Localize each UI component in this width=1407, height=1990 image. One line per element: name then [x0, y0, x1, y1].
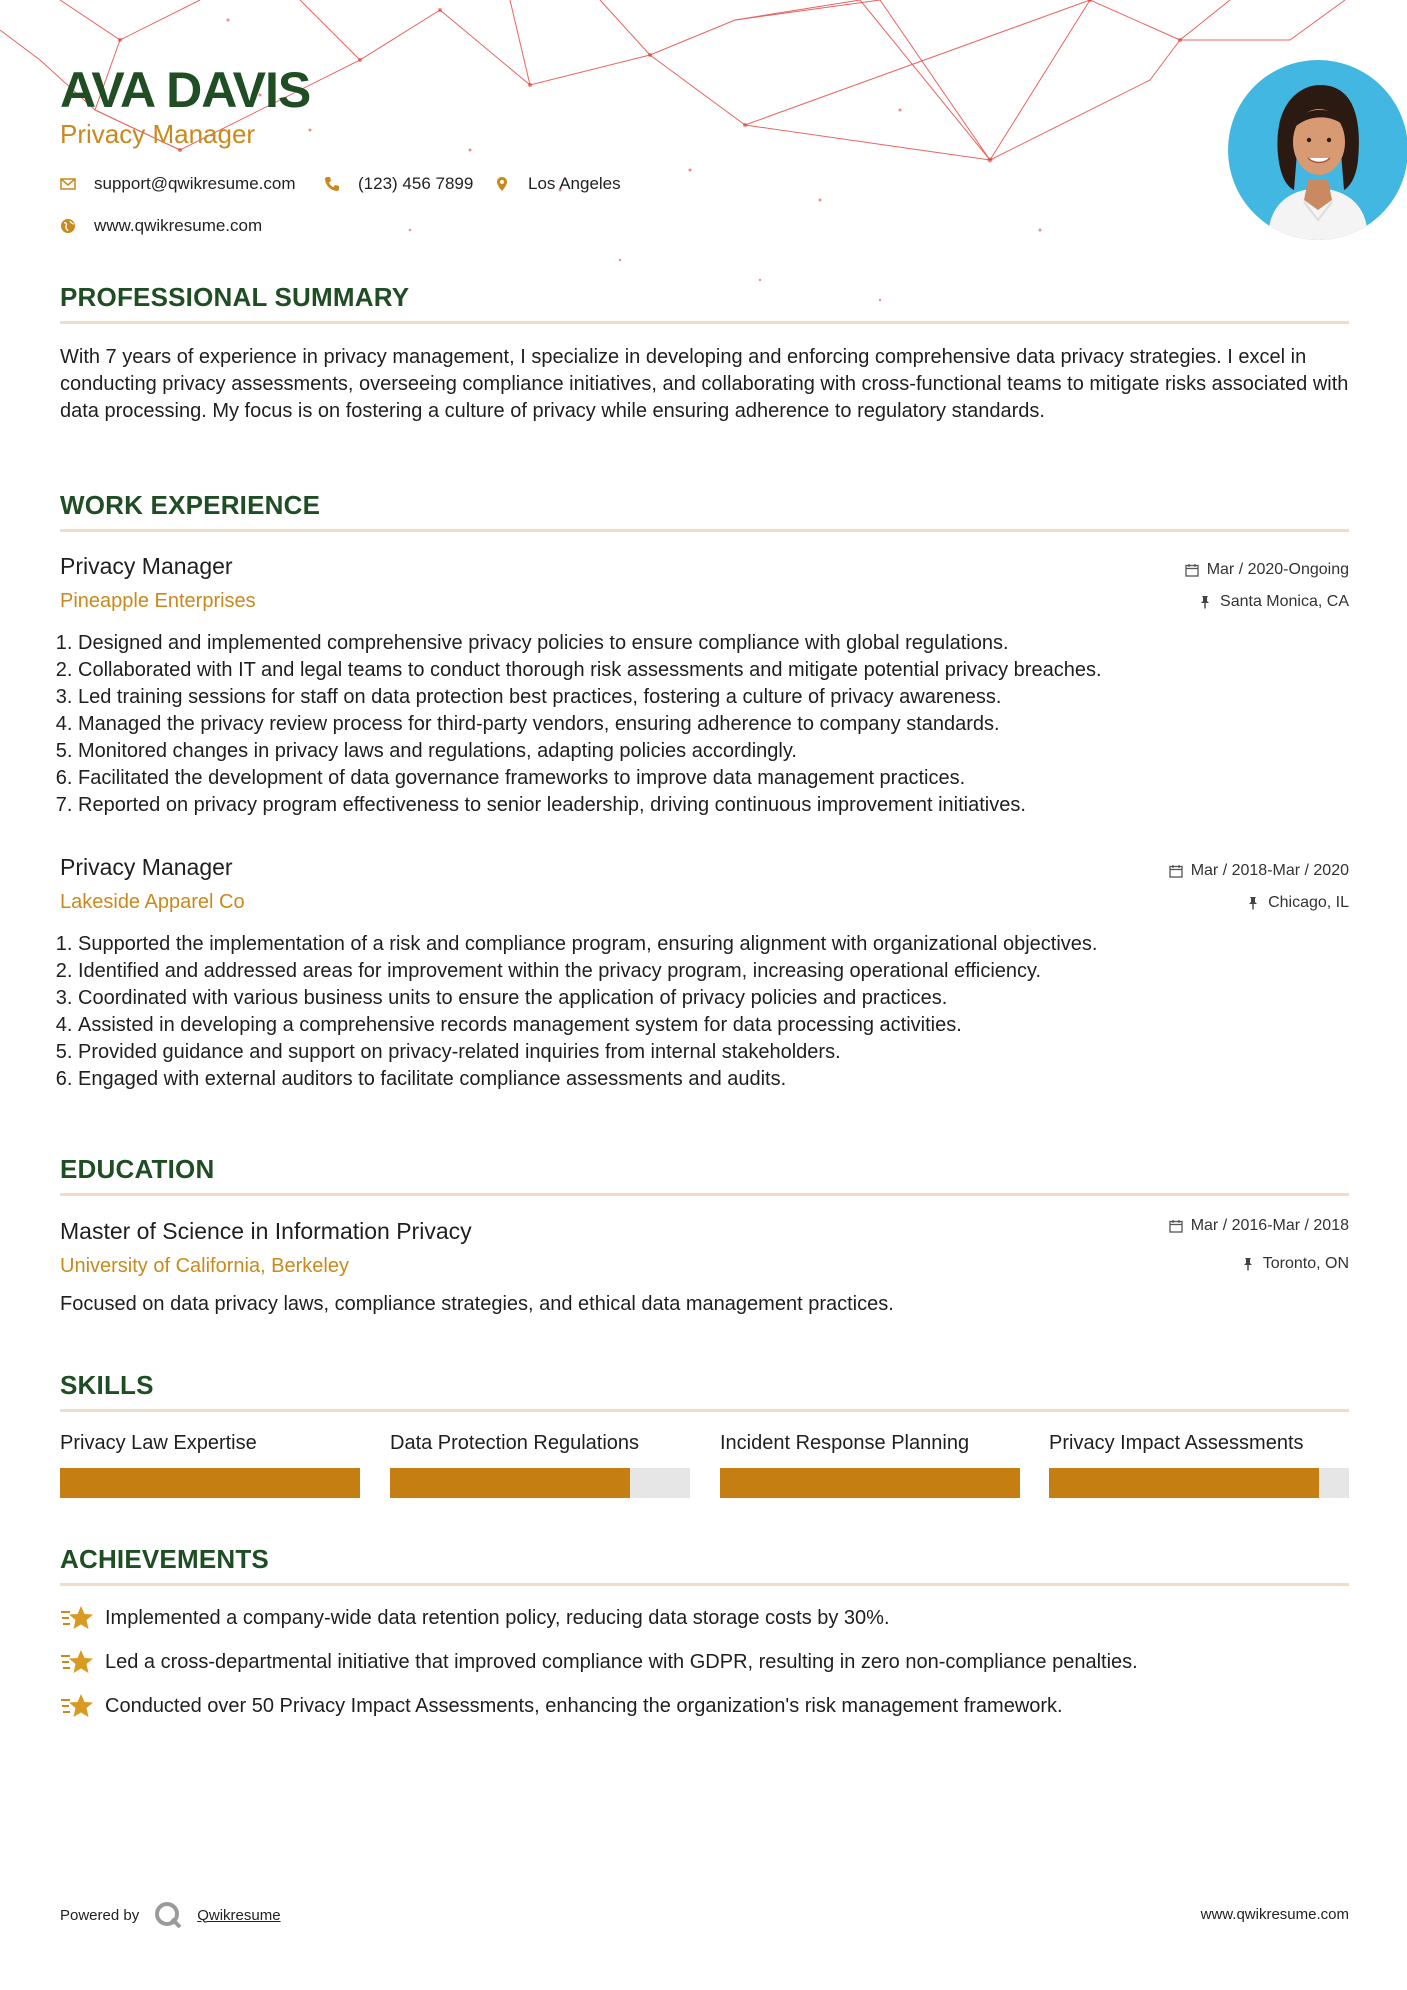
skill-label: Data Protection Regulations [390, 1432, 640, 1454]
skill-bar-track [1049, 1468, 1349, 1498]
list-item: 6. Facilitated the development of data governance frameworks to improve data management practices. [78, 765, 1367, 792]
skill-label: Privacy Impact Assessments [1049, 1432, 1304, 1454]
phone-icon [324, 176, 340, 192]
contact-website-text: www.qwikresume.com [94, 216, 263, 235]
contact-website[interactable] [60, 215, 262, 237]
list-item: 1. Designed and implemented comprehensive privacy policies to ensure compliance with global regulations. [78, 630, 1367, 657]
job-1-bullets [60, 630, 1367, 819]
qwikresume-link[interactable]: Qwikresume [197, 1906, 281, 1924]
envelope-icon [60, 176, 76, 192]
skill-item [720, 1430, 1020, 1456]
header-network-decoration [0, 0, 1407, 330]
pushpin-icon [1246, 896, 1260, 910]
job-1-dates [1185, 560, 1349, 580]
contact-phone-text: (123) 456 7899 [358, 174, 474, 193]
star-icon [60, 1604, 94, 1632]
candidate-role: Privacy Manager [60, 119, 256, 149]
pushpin-icon [1198, 595, 1212, 609]
skill-label: Incident Response Planning [720, 1432, 970, 1454]
experience-heading: WORK EXPERIENCE [60, 490, 321, 520]
skill-bar-fill [390, 1468, 630, 1498]
skill-bar-fill [1049, 1468, 1319, 1498]
list-item: 5. Provided guidance and support on privacy-related inquiries from internal stakeholders. [78, 1039, 1367, 1066]
achievement-item [60, 1648, 1138, 1676]
qwikresume-logo-icon [153, 1900, 183, 1930]
education-school: University of California, Berkeley [60, 1255, 349, 1277]
achievement-text: Conducted over 50 Privacy Impact Assessments, enhancing the organization's risk management framework. [105, 1694, 1063, 1717]
calendar-icon [1185, 563, 1199, 577]
job-2-dates-text: Mar / 2018-Mar / 2020 [1190, 862, 1349, 879]
skill-bar-fill [60, 1468, 360, 1498]
candidate-name: AVA DAVIS [60, 62, 311, 118]
calendar-icon [1169, 864, 1183, 878]
job-1-title: Privacy Manager [60, 553, 233, 579]
star-icon [60, 1692, 94, 1720]
job-2-location [1246, 893, 1349, 913]
list-item: 1. Supported the implementation of a risk and compliance program, ensuring alignment with organizational objectives. [78, 931, 1367, 958]
section-divider [60, 1583, 1349, 1586]
list-item: 2. Identified and addressed areas for improvement within the privacy program, increasing operational efficiency. [78, 958, 1367, 985]
education-dates [1169, 1216, 1349, 1236]
education-location-text: Toronto, ON [1262, 1255, 1349, 1272]
skill-bar-track [390, 1468, 690, 1498]
skill-item [1049, 1430, 1349, 1456]
pushpin-icon [1241, 1257, 1255, 1271]
summary-text: With 7 years of experience in privacy management, I specialize in developing and enforcing comprehensive data privacy strategies. I excel in conducting privacy assessments, overseeing compliance initiatives, and collaborating with cross-functional teams to mitigate risks associated with data processing. My focus is on fostering a culture of privacy while ensuring adherence to regulatory standards. [60, 346, 1349, 422]
list-item: 5. Monitored changes in privacy laws and regulations, adapting policies accordingly. [78, 738, 1367, 765]
contact-location [494, 173, 621, 195]
profile-photo [1228, 60, 1407, 240]
contact-phone[interactable] [324, 173, 473, 195]
skill-item [60, 1430, 360, 1456]
list-item: 4. Assisted in developing a comprehensive records management system for data processing activities. [78, 1012, 1367, 1039]
job-2-company: Lakeside Apparel Co [60, 891, 245, 913]
job-2-dates [1169, 861, 1349, 881]
list-item: 3. Led training sessions for staff on data protection best practices, fostering a culture of privacy awareness. [78, 684, 1367, 711]
calendar-icon [1169, 1219, 1183, 1233]
section-divider [60, 321, 1349, 324]
education-degree: Master of Science in Information Privacy [60, 1218, 472, 1244]
job-1-company: Pineapple Enterprises [60, 590, 256, 612]
powered-by-label: Powered by [60, 1906, 140, 1924]
contact-location-text: Los Angeles [528, 174, 621, 193]
star-icon [60, 1648, 94, 1676]
achievement-text: Implemented a company-wide data retention policy, reducing data storage costs by 30%. [105, 1606, 890, 1629]
education-location [1241, 1254, 1349, 1274]
skill-bar-fill [720, 1468, 1020, 1498]
job-1-location [1198, 592, 1349, 612]
globe-icon [60, 218, 76, 234]
section-divider [60, 529, 1349, 532]
summary-heading: PROFESSIONAL SUMMARY [60, 282, 410, 312]
achievement-item [60, 1692, 1063, 1720]
section-divider [60, 1193, 1349, 1196]
achievement-text: Led a cross-departmental initiative that improved compliance with GDPR, resulting in zero non-compliance penalties. [105, 1650, 1138, 1673]
list-item: 3. Coordinated with various business units to ensure the application of privacy policies and practices. [78, 985, 1367, 1012]
education-description: Focused on data privacy laws, compliance strategies, and ethical data management practices. [60, 1293, 894, 1315]
list-item: 6. Engaged with external auditors to facilitate compliance assessments and audits. [78, 1066, 1367, 1093]
job-1-location-text: Santa Monica, CA [1220, 593, 1349, 610]
footer-powered-by [60, 1900, 281, 1930]
map-pin-icon [494, 176, 510, 192]
contact-email-text: support@qwikresume.com [94, 174, 296, 193]
achievement-item [60, 1604, 890, 1632]
list-item: 2. Collaborated with IT and legal teams to conduct thorough risk assessments and mitigate potential privacy breaches. [78, 657, 1367, 684]
list-item: 4. Managed the privacy review process for third-party vendors, ensuring adherence to company standards. [78, 711, 1367, 738]
achievements-heading: ACHIEVEMENTS [60, 1544, 269, 1574]
job-2-bullets [60, 931, 1367, 1093]
education-dates-text: Mar / 2016-Mar / 2018 [1190, 1217, 1349, 1234]
job-1-dates-text: Mar / 2020-Ongoing [1206, 561, 1349, 578]
list-item: 7. Reported on privacy program effectiveness to senior leadership, driving continuous improvement initiatives. [78, 792, 1367, 819]
job-2-title: Privacy Manager [60, 854, 233, 880]
section-divider [60, 1409, 1349, 1412]
contact-email[interactable] [60, 173, 296, 195]
skill-item [390, 1430, 690, 1456]
job-2-location-text: Chicago, IL [1268, 894, 1349, 911]
education-heading: EDUCATION [60, 1154, 215, 1184]
skill-bar-track [60, 1468, 360, 1498]
skill-bar-track [720, 1468, 1020, 1498]
footer-website[interactable]: www.qwikresume.com [1200, 1906, 1349, 1923]
skills-heading: SKILLS [60, 1370, 154, 1400]
skill-label: Privacy Law Expertise [60, 1432, 257, 1454]
